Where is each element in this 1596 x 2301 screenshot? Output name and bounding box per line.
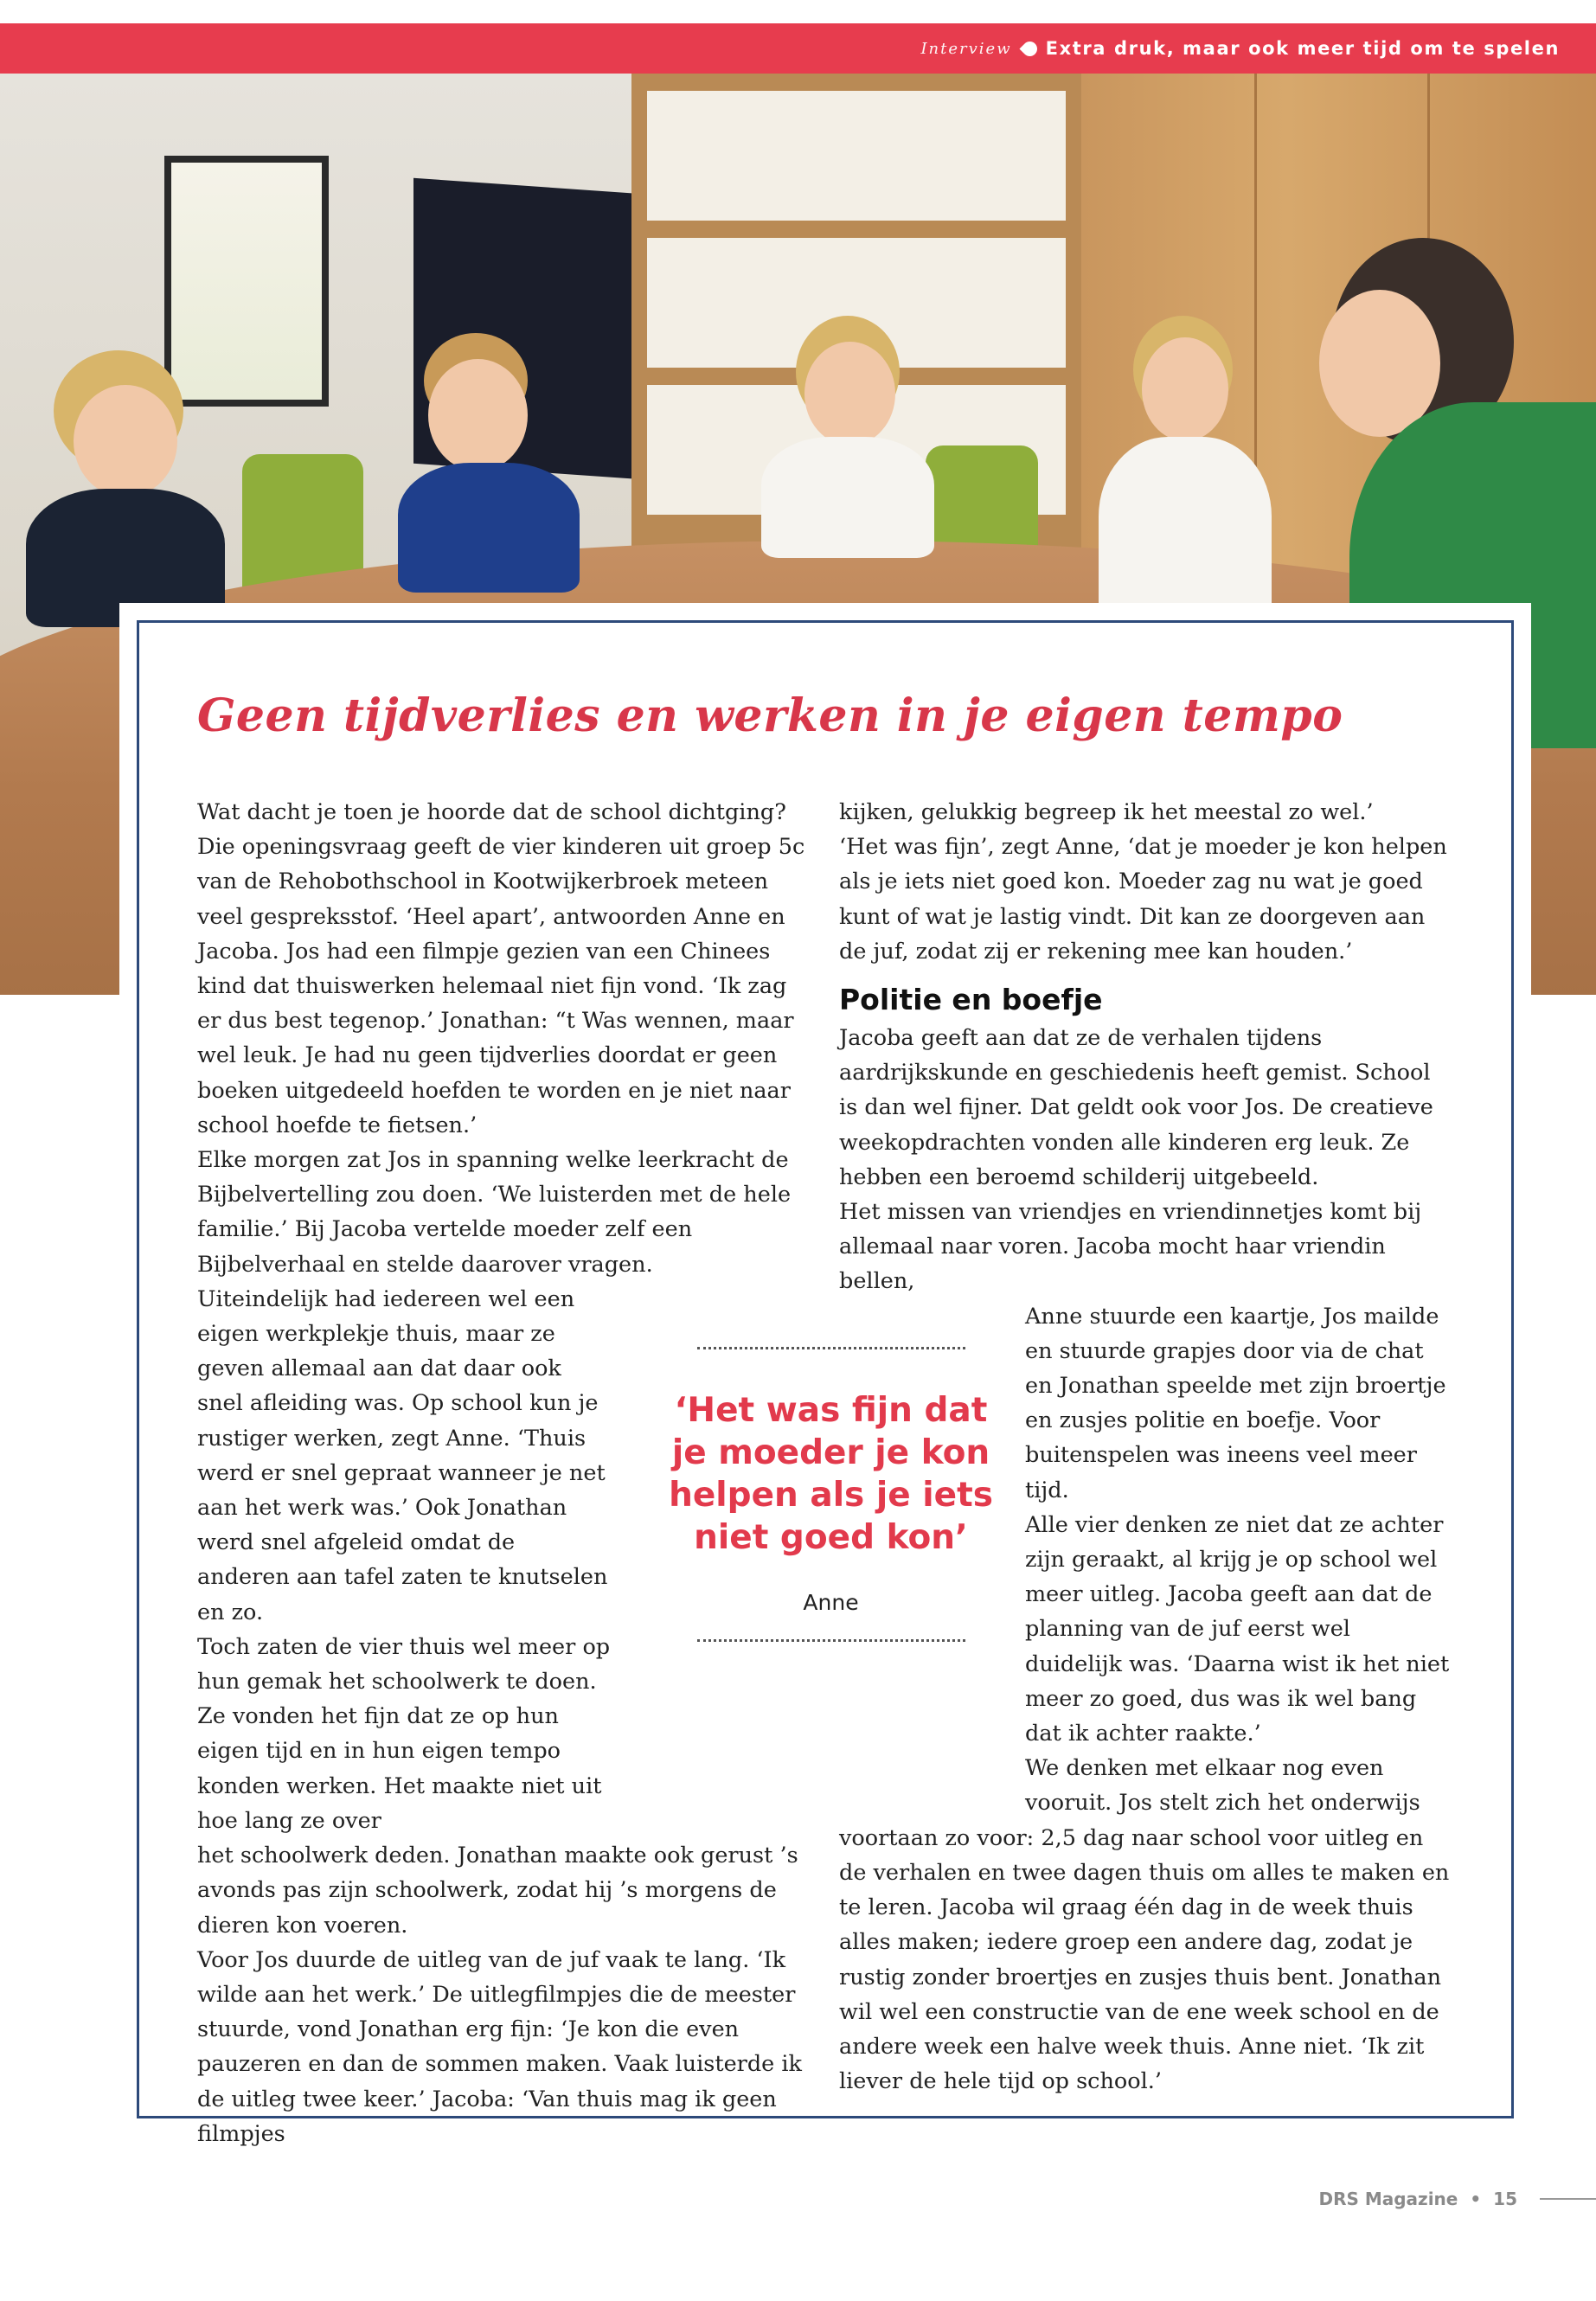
running-title: Extra druk, maar ook meer tijd om te spelen <box>1045 38 1560 59</box>
poster <box>164 156 329 407</box>
quote-text: ‘Het was fijn dat je moeder je kon helpen als je iets niet goed kon’ <box>669 1391 993 1557</box>
section-label: Interview <box>920 39 1012 58</box>
paragraph: Wat dacht je toen je hoorde dat de school dichtging? Die openingsvraag geeft de vier kinderen uit groep 5c van de Rehobothschool in Kootwijkerbroek meteen veel gespreksstof. ‘Heel apart’, antwoorden Anne en Jacoba. Jos had een filmpje gezien van een Chinees kind dat thuiswerken helemaal niet fijn vond. ‘Ik zag er dus best tegenop.’ Jonathan: “t Was wennen, maar wel leuk. Je had nu geen tijdverlies doordat er geen boeken uitgedeeld hoefden te worden en je niet naar school hoefde te fietsen.’ <box>197 799 805 1138</box>
top-banner <box>0 23 1596 74</box>
paragraph: Uiteindelijk had iedereen wel een eigen werkplekje thuis, maar ze geven allemaal aan dat daar ook snel afleiding was. Op school kun je rustiger werken, zegt Anne. ‘Thuis werd er snel gepraat wanneer je net aan het werk was.’ Ook Jonathan werd snel afgeleid omdat de anderen aan tafel zaten te knutselen en zo. <box>197 1285 608 1625</box>
paragraph: Jacoba geeft aan dat ze de verhalen tijdens aardrijkskunde en geschiedenis heeft gemist. School is dan wel fijner. Dat geldt ook voor Jos. De creatieve weekopdrachten vonden alle kinderen erg leuk. Ze hebben een beroemd schilderij uitgebeeld. <box>839 1025 1433 1190</box>
quote-author: Anne <box>803 1590 859 1615</box>
paragraph: We denken met elkaar nog even vooruit. Jos stelt zich het onderwijs <box>1025 1755 1420 1817</box>
subheading: Politie en boefje <box>839 983 1103 1017</box>
page-footer <box>1318 2189 1596 2209</box>
paragraph: Alle vier denken ze niet dat ze achter zijn geraakt, al krijg je op school wel meer uitleg. Jacoba geeft aan dat de planning van de juf eerst wel duidelijk was. ‘Daarna wist ik het niet meer zo goed, dus was ik wel bang dat ik achter raakte.’ <box>1025 1511 1450 1747</box>
article-box <box>119 603 1531 2147</box>
paragraph: voortaan zo voor: 2,5 dag naar school voor uitleg en de verhalen en twee dagen thuis om alles te maken en te leren. Jacoba wil graag één dag in de week thuis alles maken; iedere groep een andere dag, zodat je rustig zonder broertjes en zusjes thuis bent. Jonathan wil wel een constructie van de ene week school en de andere week een halve week thuis. Anne niet. ‘Ik zit liever de hele tijd op school.’ <box>839 1824 1450 2095</box>
paragraph: ‘Het was fijn’, zegt Anne, ‘dat je moeder je kon helpen als je iets niet goed kon. Moeder zag nu wat je goed kunt of wat je lastig vindt. Dit kan ze doorgeven aan de juf, zodat zij er rekening mee kan houden.’ <box>839 834 1447 965</box>
pull-quote <box>664 1347 997 1642</box>
magazine-name: DRS Magazine <box>1318 2189 1458 2209</box>
footer-rule <box>1540 2198 1596 2200</box>
bullet-icon: • <box>1470 2189 1482 2209</box>
speech-bubble-icon <box>1019 38 1040 59</box>
paragraph: kijken, gelukkig begreep ik het meestal zo wel.’ <box>839 799 1374 825</box>
page-number: 15 <box>1493 2189 1517 2209</box>
paragraph: Het missen van vriendjes en vriendinnetjes komt bij allemaal naar voren. Jacoba mocht haar vriendin bellen, <box>839 1199 1422 1295</box>
paragraph: Elke morgen zat Jos in spanning welke leerkracht de Bijbelvertelling zou doen. ‘We luisterden met de hele familie.’ Bij Jacoba vertelde moeder zelf een Bijbelverhaal en stelde daarover vragen. <box>197 1147 792 1278</box>
paragraph: Toch zaten de vier thuis wel meer op hun gemak het schoolwerk te doen. Ze vonden het fijn dat ze op hun eigen tijd en in hun eigen tempo konden werken. Het maakte niet uit hoe lang ze over <box>197 1633 611 1834</box>
paragraph: Anne stuurde een kaartje, Jos mailde en stuurde grapjes door via de chat en Jonathan speelde met zijn broertje en zusjes politie en boefje. Voor buitenspelen was ineens veel meer tijd. <box>1025 1303 1446 1503</box>
dotted-divider <box>697 1347 965 1349</box>
article-headline: Geen tijdverlies en werken in je eigen tempo <box>197 689 1343 742</box>
paragraph: Voor Jos duurde de uitleg van de juf vaak te lang. ‘Ik wilde aan het werk.’ De uitlegfilmpjes die de meester stuurde, vond Jonathan erg fijn: ‘Je kon die even pauzeren en dan de sommen maken. Vaak luisterde ik de uitleg twee keer.’ Jacoba: ‘Van thuis mag ik geen filmpjes <box>197 1946 802 2147</box>
dotted-divider <box>697 1639 965 1642</box>
paragraph: het schoolwerk deden. Jonathan maakte ook gerust ’s avonds pas zijn schoolwerk, zodat hij ’s morgens de dieren kon voeren. <box>197 1843 798 1939</box>
